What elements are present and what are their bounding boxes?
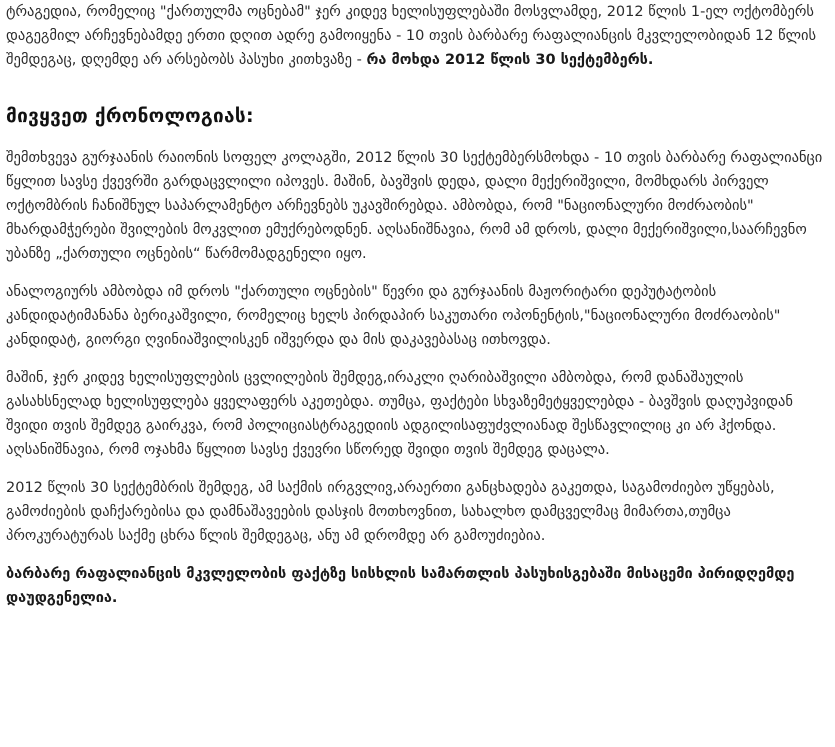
- paragraph-1: შემთხვევა გურჯაანის რაიონის სოფელ კოლაგში, 2012 წლის 30 სექტემბერსმოხდა - 10 თვის ბარბარე რაფალიანცი წყლით სავსე ქვევრში გარდაცვლილი იპოვეს. მაშინ, ბავშვის დედა, დალი მექერიშვილი, მომხდარს პირველ ოქტომბრის ჩანიშნულ საპარლამენტო არჩევნებს უკავშირებდა. ამბობდა, რომ "ნაციონალური მოძრაობის" მხარდამჭერები შვილების მოკვლით ემუქრებოდნენ. აღსანიშნავია, რომ ამ დროს, დალი მექერიშვილი,საარჩევნო უბანზე „ქართული ოცნების“ წარმომადგენელი იყო.: [6, 150, 823, 262]
- paragraph-4: 2012 წლის 30 სექტემბრის შემდეგ, ამ საქმის ირგვლივ,არაერთი განცხადება გაკეთდა, საგამოძიებო უწყებას, გამოძიების დაჩქარებისა და დამნაშავეების დასჯის მოთხოვნით, სახალხო დამცველმაც მიმართა,თუმცა პროკურატურას საქმე ცხრა წლის შემდეგაც, ანუ ამ დრომდე არ გამოუძიებია.: [6, 480, 775, 544]
- section-heading: მივყვეთ ქრონოლოგიას:: [6, 105, 254, 127]
- intro-text: ტრაგედია, რომელიც "ქართულმა ოცნებამ" ჯერ კიდევ ხელისუფლებაში მოსვლამდე, 2012 წლის 1-ელ ოქტომბერს დაგეგმილ არჩევნებამდე ერთი დღით ადრე გამოიყენა - 10 თვის ბარბარე რაფალიანცის მკვლელობიდან 12 წლის შემდეგაც, დღემდე არ არსებობს პასუხი კითხვაზე -: [6, 4, 817, 68]
- paragraph-5-conclusion: ბარბარე რაფალიანცის მკვლელობის ფაქტზე სისხლის სამართლის პასუხისგებაში მისაცემი პირიდღემდე დაუდგენელია.: [6, 566, 795, 606]
- paragraph-3: მაშინ, ჯერ კიდევ ხელისუფლების ცვლილების შემდეგ,ირაკლი ღარიბაშვილი ამბობდა, რომ დანაშაულის გასახსნელად ხელისუფლება ყველაფერს აკეთებდა. თუმცა, ფაქტები სხვაზემეტყველებდა - ბავშვის დაღუპვიდან შვიდი თვის შემდეგ გაირკვა, რომ პოლიციასტრაგედიის ადგილისაფუძვლიანად შესწავლილიც კი არ ჰქონდა. აღსანიშნავია, რომ ოჯახმა წყლით სავსე ქვევრი სწორედ შვიდი თვის შემდეგ დაცალა.: [6, 370, 793, 458]
- intro-bold-question: რა მოხდა 2012 წლის 30 სექტემბერს.: [366, 52, 654, 68]
- paragraph-2: ანალოგიურს ამბობდა იმ დროს "ქართული ოცნების" წევრი და გურჯაანის მაჟორიტარი დეპუტატობის კანდიდატიმანანა ბერიკაშვილი, რომელიც ხელს პირდაპირ საკუთარი ოპონენტის,"ნაციონალური მოძრაობის" კანდიდატ, გიორგი ღვინიაშვილისკენ იშვერდა და მის დაკავებასაც ითხოვდა.: [6, 284, 781, 348]
- intro-paragraph: [6, 0, 829, 72]
